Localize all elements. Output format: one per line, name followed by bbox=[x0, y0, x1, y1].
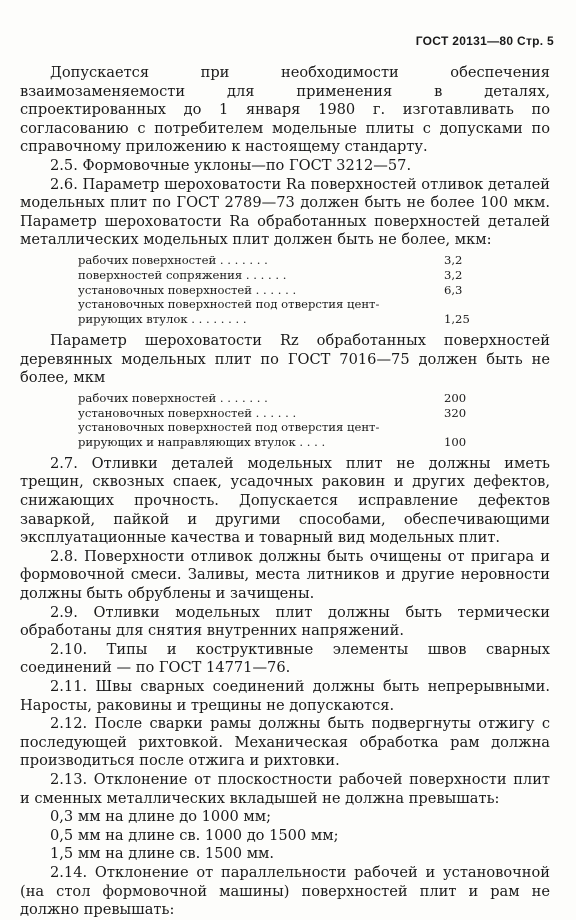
roughness-rz-list bbox=[78, 391, 478, 450]
spec-row bbox=[78, 406, 478, 421]
spec-value bbox=[444, 420, 478, 435]
spec-label: установочных поверхностей под отверстия цент- bbox=[78, 420, 380, 435]
spec-row bbox=[78, 283, 478, 298]
paragraph-2-8: 2.8. Поверхности отливок должны быть очищены от пригара и формовочной смеси. Заливы, места литников и другие неровности должны быть обрублены и зачищены. bbox=[20, 547, 550, 603]
spec-label: установочных поверхностей . . . . . . bbox=[78, 282, 297, 297]
spec-row bbox=[78, 297, 478, 312]
spec-value: 100 bbox=[444, 435, 467, 450]
spec-label: установочных поверхностей под отверстия цент- bbox=[78, 297, 380, 312]
spec-row bbox=[78, 420, 478, 435]
paragraph-2-6b: Параметр шероховатости Rz обработанных поверхностей деревянных модельных плит по ГОСТ 7016—75 должен быть не более, мкм bbox=[20, 331, 550, 387]
paragraph-intro: Допускается при необходимости обеспечения взаимозаменяемости для применения в деталях, спроектированных до 1 января 1980 г. изготавливать по согласованию с потребителем модельные плиты с допусками по справочному приложению к настоящему стандарту. bbox=[20, 64, 550, 156]
running-header: ГОСТ 20131—80 Стр. 5 bbox=[415, 34, 554, 48]
spec-label: поверхностей сопряжения . . . . . . bbox=[78, 267, 287, 282]
tolerance-item: 0,3 мм на длине до 1000 мм; bbox=[50, 808, 272, 826]
spec-row bbox=[78, 391, 478, 406]
spec-row bbox=[78, 253, 478, 268]
paragraph-2-9: 2.9. Отливки модельных плит должны быть термически обработаны для снятия внутренних напряжений. bbox=[20, 603, 550, 640]
spec-label: рирующих и направляющих втулок . . . . bbox=[78, 435, 326, 450]
roughness-ra-list bbox=[78, 253, 478, 327]
spec-label: рирующих втулок . . . . . . . . bbox=[78, 312, 247, 327]
paragraph-2-5: 2.5. Формовочные уклоны—по ГОСТ 3212—57. bbox=[50, 156, 412, 174]
spec-value: 320 bbox=[444, 405, 467, 420]
paragraph-2-11: 2.11. Швы сварных соединений должны быть непрерывными. Наросты, раковины и трещины не допускаются. bbox=[20, 678, 550, 714]
spec-value: 6,3 bbox=[444, 282, 463, 297]
spec-row bbox=[78, 268, 478, 283]
spec-row bbox=[78, 312, 478, 327]
paragraph-2-13: 2.13. Отклонение от плоскостности рабочей поверхности плит и сменных металлических вкладышей не должна превышать: bbox=[20, 770, 550, 807]
paragraph-2-14: 2.14. Отклонение от параллельности рабочей и установочной (на стол формовочной машины) поверхностей плит и рам не должно превышать: bbox=[20, 863, 550, 919]
paragraph-2-12: 2.12. После сварки рамы должны быть подвергнуты отжигу с последующей рихтовкой. Механическая обработка рам должна производиться после отжига и рихтовки. bbox=[20, 715, 550, 770]
spec-value: 3,2 bbox=[444, 252, 463, 267]
spec-value: 3,2 bbox=[444, 267, 463, 282]
spec-value: 1,25 bbox=[444, 312, 470, 327]
spec-label: установочных поверхностей . . . . . . bbox=[78, 405, 297, 420]
tolerance-item: 1,5 мм на длине св. 1500 мм. bbox=[50, 845, 275, 863]
spec-value bbox=[444, 297, 478, 312]
spec-label: рабочих поверхностей . . . . . . . bbox=[78, 252, 268, 267]
paragraph-2-6: 2.6. Параметр шероховатости Ra поверхностей отливок деталей модельных плит по ГОСТ 2789—73 должен быть не более 100 мкм. Параметр шероховатости Ra обработанных поверхностей деталей металлических модельных плит должен быть не более, мкм: bbox=[20, 175, 550, 249]
spec-label: рабочих поверхностей . . . . . . . bbox=[78, 390, 268, 405]
paragraph-2-7: 2.7. Отливки деталей модельных плит не должны иметь трещин, сквозных спаек, усадочных раковин и других дефектов, снижающих прочность. Допускается исправление дефектов заваркой, пайкой и другими способами, обеспечивающими эксплуатационные качества и товарный вид модельных плит. bbox=[20, 454, 550, 547]
document-body bbox=[20, 64, 550, 920]
paragraph-2-10: 2.10. Типы и коструктивные элементы швов сварных соединений — по ГОСТ 14771—76. bbox=[20, 640, 550, 677]
spec-value: 200 bbox=[444, 390, 467, 405]
tolerance-item: 0,5 мм на длине св. 1000 до 1500 мм; bbox=[50, 826, 339, 844]
spec-row bbox=[78, 435, 478, 450]
